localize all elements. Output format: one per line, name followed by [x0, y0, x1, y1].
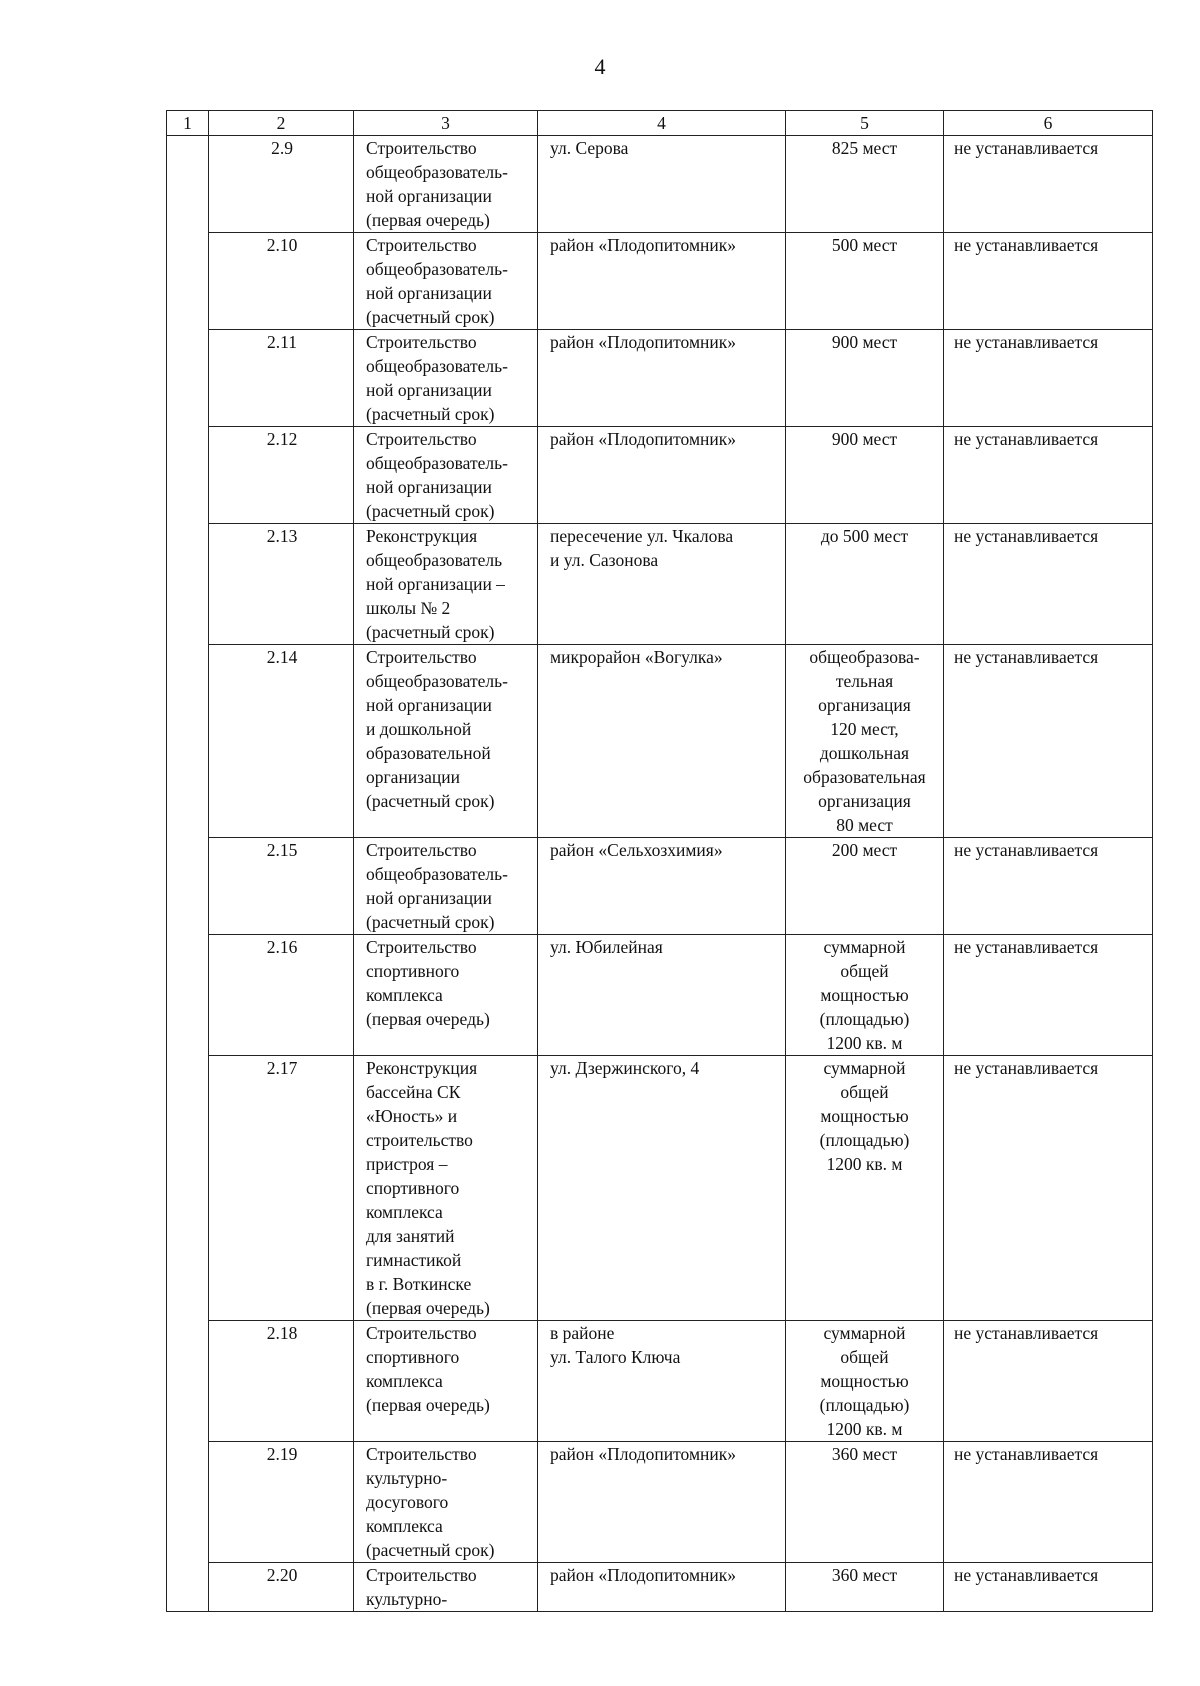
row-location: ул. Дзержинского, 4	[538, 1056, 786, 1321]
header-cell-6: 6	[944, 111, 1153, 136]
row-number: 2.14	[209, 645, 354, 838]
row-zone: не устанавливается	[944, 1442, 1153, 1563]
row-capacity: суммарной общей мощностью (площадью) 1200 кв. м	[786, 1056, 944, 1321]
row-object-name: Реконструкция бассейна СК «Юность» и строительство пристроя – спортивного комплекса для занятий гимнастикой в г. Воткинске (первая очередь)	[354, 1056, 538, 1321]
row-location: микрорайон «Вогулка»	[538, 645, 786, 838]
row-location: район «Сельхозхимия»	[538, 838, 786, 935]
row-location: пересечение ул. Чкалова и ул. Сазонова	[538, 524, 786, 645]
row-number: 2.19	[209, 1442, 354, 1563]
table-row	[167, 1321, 1153, 1442]
row-zone: не устанавливается	[944, 330, 1153, 427]
header-cell-1: 1	[167, 111, 209, 136]
row-location: ул. Юбилейная	[538, 935, 786, 1056]
table-row	[167, 838, 1153, 935]
row-object-name: Строительство культурно-	[354, 1563, 538, 1612]
row-capacity: суммарной общей мощностью (площадью) 1200 кв. м	[786, 935, 944, 1056]
row-location: район «Плодопитомник»	[538, 233, 786, 330]
row-object-name: Строительство культурно- досугового комплекса (расчетный срок)	[354, 1442, 538, 1563]
header-cell-2: 2	[209, 111, 354, 136]
row-number: 2.12	[209, 427, 354, 524]
row-zone: не устанавливается	[944, 1321, 1153, 1442]
row-object-name: Строительство спортивного комплекса (первая очередь)	[354, 1321, 538, 1442]
row-number: 2.11	[209, 330, 354, 427]
row-capacity: суммарной общей мощностью (площадью) 1200 кв. м	[786, 1321, 944, 1442]
row-object-name: Строительство общеобразователь- ной организации (расчетный срок)	[354, 427, 538, 524]
row-capacity: 360 мест	[786, 1563, 944, 1612]
row-zone: не устанавливается	[944, 838, 1153, 935]
table-row	[167, 427, 1153, 524]
row-zone: не устанавливается	[944, 1056, 1153, 1321]
row-capacity: 500 мест	[786, 233, 944, 330]
table-row	[167, 1056, 1153, 1321]
row-location: район «Плодопитомник»	[538, 330, 786, 427]
row-number: 2.20	[209, 1563, 354, 1612]
row-number: 2.15	[209, 838, 354, 935]
row-number: 2.17	[209, 1056, 354, 1321]
header-cell-3: 3	[354, 111, 538, 136]
row-capacity: до 500 мест	[786, 524, 944, 645]
row-capacity: общеобразова- тельная организация 120 мест, дошкольная образовательная организация 80 мест	[786, 645, 944, 838]
row-object-name: Строительство общеобразователь- ной организации (первая очередь)	[354, 136, 538, 233]
row-zone: не устанавливается	[944, 1563, 1153, 1612]
row-location: ул. Серова	[538, 136, 786, 233]
row-number: 2.18	[209, 1321, 354, 1442]
table-row	[167, 524, 1153, 645]
row-location: в районе ул. Талого Ключа	[538, 1321, 786, 1442]
row-number: 2.13	[209, 524, 354, 645]
row-object-name: Строительство общеобразователь- ной организации (расчетный срок)	[354, 838, 538, 935]
row-capacity: 360 мест	[786, 1442, 944, 1563]
table-row	[167, 233, 1153, 330]
row-capacity: 900 мест	[786, 330, 944, 427]
row-zone: не устанавливается	[944, 645, 1153, 838]
header-cell-5: 5	[786, 111, 944, 136]
row-location: район «Плодопитомник»	[538, 427, 786, 524]
row-object-name: Строительство общеобразователь- ной организации (расчетный срок)	[354, 330, 538, 427]
table-row	[167, 330, 1153, 427]
row-zone: не устанавливается	[944, 427, 1153, 524]
row-location: район «Плодопитомник»	[538, 1442, 786, 1563]
facilities-table	[166, 110, 1153, 1612]
row-object-name: Строительство общеобразователь- ной организации и дошкольной образовательной организации (расчетный срок)	[354, 645, 538, 838]
row-zone: не устанавливается	[944, 136, 1153, 233]
row-capacity: 900 мест	[786, 427, 944, 524]
table-row	[167, 136, 1153, 233]
table-row	[167, 1563, 1153, 1612]
row-number: 2.16	[209, 935, 354, 1056]
table-row	[167, 1442, 1153, 1563]
row-zone: не устанавливается	[944, 524, 1153, 645]
row-number: 2.10	[209, 233, 354, 330]
row-location: район «Плодопитомник»	[538, 1563, 786, 1612]
row-object-name: Реконструкция общеобразователь ной организации – школы № 2 (расчетный срок)	[354, 524, 538, 645]
row-capacity: 200 мест	[786, 838, 944, 935]
row-zone: не устанавливается	[944, 233, 1153, 330]
table-row	[167, 645, 1153, 838]
row-object-name: Строительство спортивного комплекса (первая очередь)	[354, 935, 538, 1056]
row-capacity: 825 мест	[786, 136, 944, 233]
table-row	[167, 935, 1153, 1056]
row-object-name: Строительство общеобразователь- ной организации (расчетный срок)	[354, 233, 538, 330]
column-1-cell	[167, 136, 209, 1612]
header-cell-4: 4	[538, 111, 786, 136]
row-number: 2.9	[209, 136, 354, 233]
header-row	[167, 111, 1153, 136]
page-number: 4	[594, 54, 606, 79]
row-zone: не устанавливается	[944, 935, 1153, 1056]
